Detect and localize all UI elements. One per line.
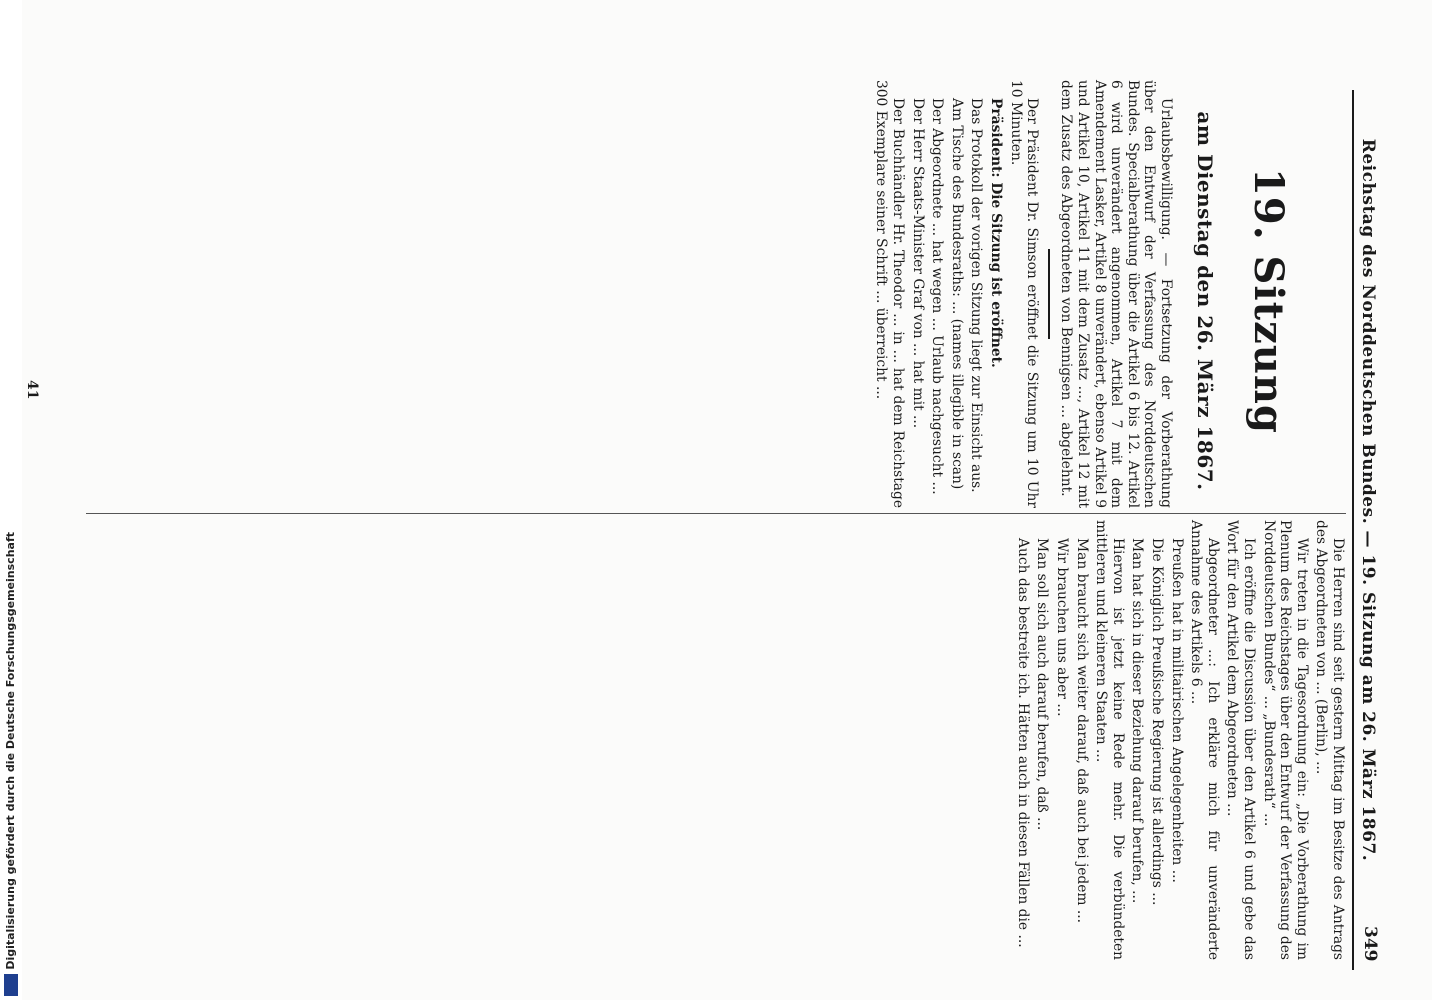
paragraph: Auch das bestreite ich. Hätten auch in diesen Fällen die ... — [1014, 538, 1031, 948]
signature-mark: 41 — [24, 380, 40, 400]
paragraph: Wir brauchen uns aber ... — [1054, 538, 1071, 717]
paragraph: Abgeordneter ...: Ich erkläre mich für unveränderte Annahme des Artikels 6 ... — [1188, 520, 1221, 960]
paragraph: Der Herr Staats-Minister Graf von ... hat mit ... — [909, 98, 926, 429]
section-rule — [1048, 249, 1050, 339]
paragraph: Am Tische des Bundesraths: ... (names illegible in scan) — [948, 98, 965, 490]
digitization-notice: Digitalisierung gefördert durch die Deutsche Forschungsgemeinschaft — [4, 532, 17, 970]
paragraph: Hiervon ist jetzt keine Rede mehr. Die verbündeten mittleren und kleineren Staaten ... — [1093, 520, 1126, 960]
session-date: am Dienstag den 26. März 1867. — [1193, 111, 1217, 491]
paragraph: Preußen hat in militairischen Angelegenheiten ... — [1168, 538, 1185, 883]
paragraph: Die Herren sind seit gestern Mittag im Besitze des Antrags des Abgeordneten von ... (Berlin), ... — [1313, 520, 1346, 960]
paragraph: Das Protokoll der vorigen Sitzung liegt zur Einsicht aus. — [968, 98, 985, 493]
paragraph: Präsident: Die Sitzung ist eröffnet. — [988, 98, 1005, 368]
paragraph: Der Buchhändler Hr. Theodor ... in ... hat dem Reichstage 300 Exemplare seiner Schrift ... überreicht ... — [873, 80, 907, 508]
column-divider — [86, 513, 1346, 514]
header-rule — [1352, 90, 1354, 970]
dfg-logo — [4, 974, 18, 996]
paragraph: Man soll sich auch darauf berufen, daß ... — [1034, 538, 1051, 831]
left-intro — [870, 80, 1174, 508]
digitization-strip — [0, 0, 22, 1000]
paragraph: Man braucht sich weiter darauf, daß auch bei jedem ... — [1073, 538, 1090, 924]
right-column — [1011, 520, 1346, 960]
paragraph: Der Präsident Dr. Simson eröffnet die Sitzung um 10 Uhr 10 Minuten. — [1007, 80, 1041, 508]
paragraph: Ich eröffne die Discussion über den Artikel 6 und gebe das Wort für den Artikel dem Abgeordneten ... — [1224, 520, 1258, 960]
paragraph: Der Abgeordnete ... hat wegen ... Urlaub nachgesucht ... — [929, 98, 946, 495]
paragraph: Die Königlich Preußische Regierung ist allerdings ... — [1149, 538, 1166, 906]
page-number: 349 — [1360, 926, 1380, 962]
session-title: 19. Sitzung — [1245, 168, 1292, 434]
paragraph: Wir treten in die Tagesordnung ein: „Die Vorberathung im Plenum des Reichstages über den Entwurf der Verfassung des Norddeutschen Bundes“ ... „Bundesrath“ ... — [1260, 520, 1310, 960]
running-head: Reichstag des Norddeutschen Bundes. — 19. Sitzung am 26. März 1867. — [1358, 138, 1378, 862]
paragraph: Man hat sich in dieser Beziehung darauf berufen, ... — [1129, 538, 1146, 904]
session-summary: Urlaubsbewilligung. — Fortsetzung der Vorberathung über den Entwurf der Verfassung des Norddeutschen Bundes. Specialberathung über die Artikel 6 bis 12. Artikel 6 wird unverändert angenommen, Artikel 7 mit dem Amendement Lasker, Artikel 8 unverändert, ebenso Artikel 9 und Artikel 10, Artikel 11 mit dem Zusatz ..., Artikel 12 mit dem Zusatz des Abgeordneten von Bennigsen ... abgelehnt. — [1058, 80, 1174, 508]
